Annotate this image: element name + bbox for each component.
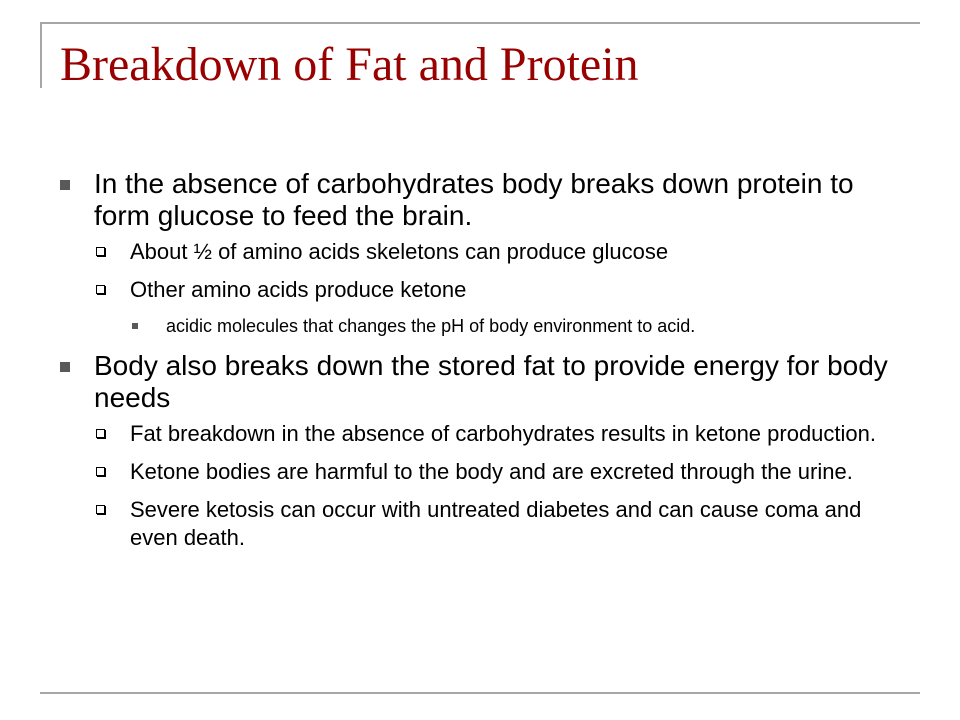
slide-body [58, 168, 898, 562]
bullet-level2 [58, 496, 898, 552]
bullet-text: Other amino acids produce ketone [130, 277, 467, 302]
bullet-text: Fat breakdown in the absence of carbohydrates results in ketone production. [130, 421, 877, 446]
bullet-text: In the absence of carbohydrates body breaks down protein to form glucose to feed the brain. [94, 168, 854, 231]
bullet-level2 [58, 276, 898, 304]
hollow-square-bullet-icon [96, 285, 105, 294]
bullet-text: Body also breaks down the stored fat to provide energy for body needs [94, 350, 888, 413]
bullet-text: Ketone bodies are harmful to the body and are excreted through the urine. [130, 459, 853, 484]
frame-left-line [40, 22, 42, 88]
bullet-level2 [58, 238, 898, 266]
bullet-level1 [58, 350, 898, 414]
bullet-text: acidic molecules that changes the pH of body environment to acid. [166, 316, 696, 336]
square-bullet-icon [60, 180, 70, 190]
bullet-level2 [58, 420, 898, 448]
hollow-square-bullet-icon [96, 247, 105, 256]
frame-bottom-line [40, 692, 920, 694]
square-bullet-icon [60, 362, 70, 372]
hollow-square-bullet-icon [96, 505, 105, 514]
frame-top-line [40, 22, 920, 24]
hollow-square-bullet-icon [96, 429, 105, 438]
hollow-square-bullet-icon [96, 467, 105, 476]
small-square-bullet-icon [132, 323, 138, 329]
bullet-level3 [58, 314, 898, 338]
bullet-text: About ½ of amino acids skeletons can produce glucose [130, 239, 669, 264]
slide-title: Breakdown of Fat and Protein [60, 38, 639, 91]
bullet-text: Severe ketosis can occur with untreated diabetes and can cause coma and even death. [130, 497, 862, 550]
bullet-level1 [58, 168, 898, 232]
bullet-level2 [58, 458, 898, 486]
